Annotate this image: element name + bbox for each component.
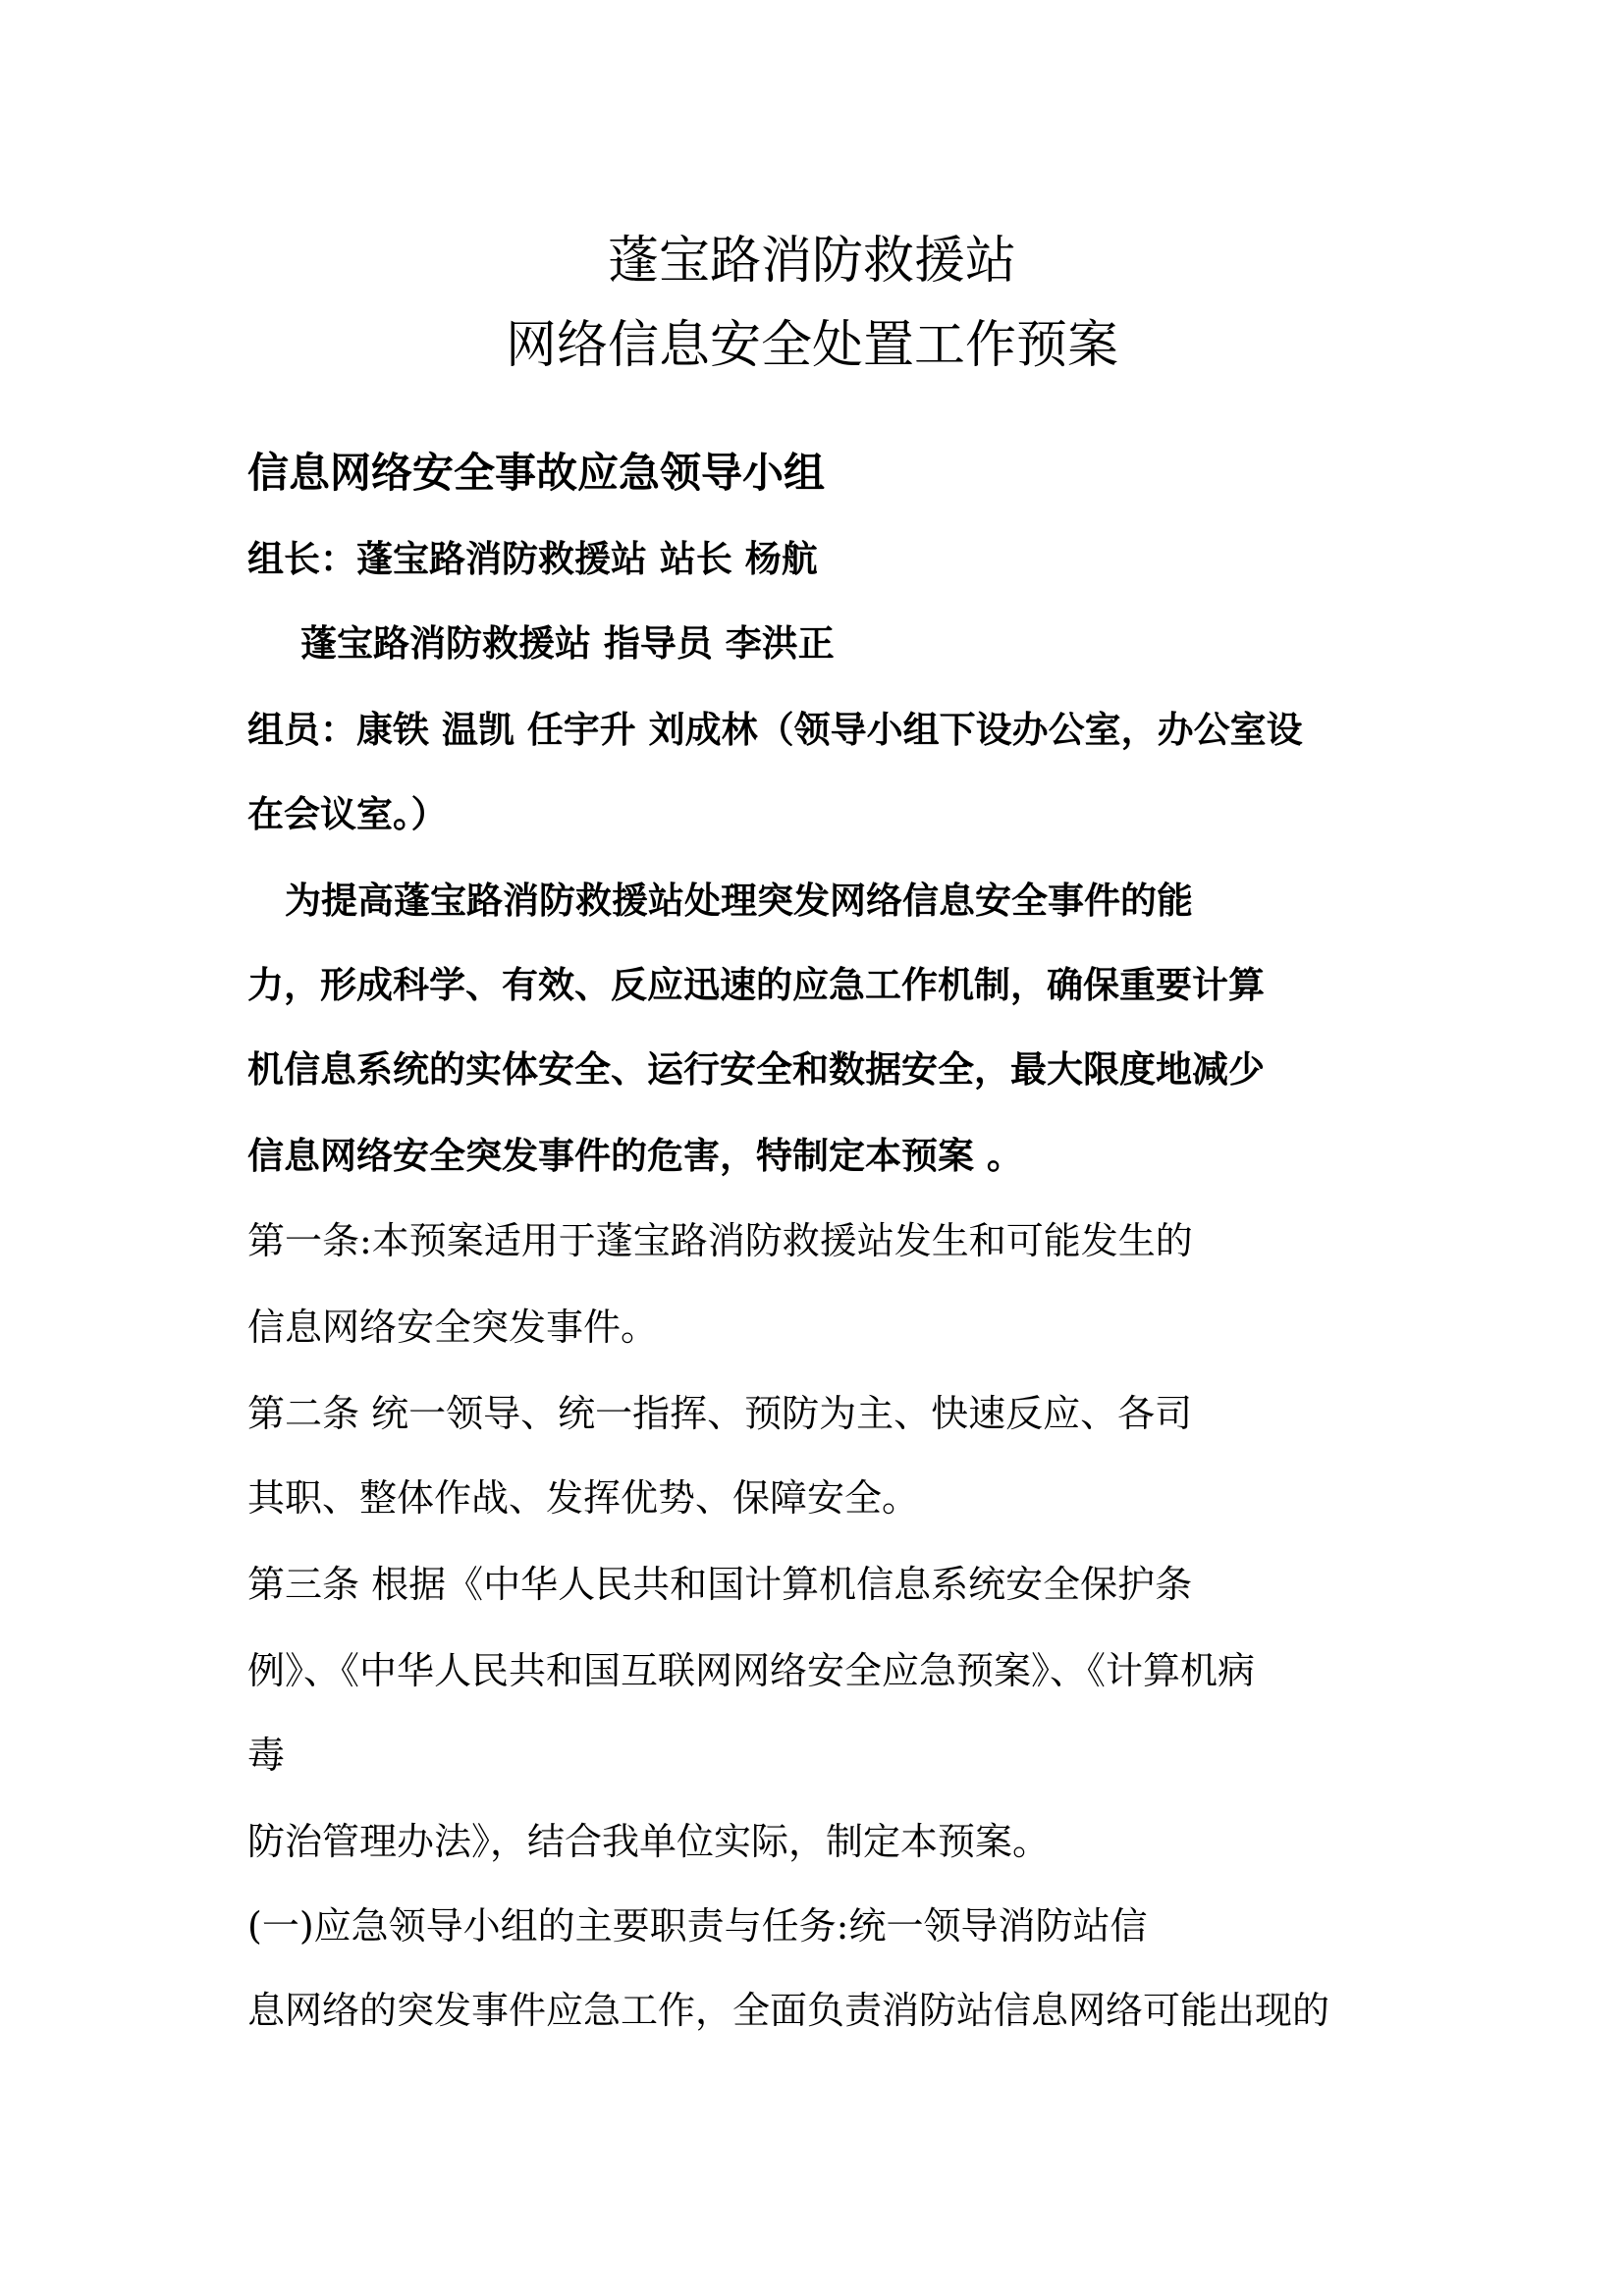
- body-line: 信息网络安全突发事件。: [247, 1306, 659, 1349]
- document-title-line2: 网络信息安全处置工作预案: [505, 316, 1118, 375]
- section-heading: 信息网络安全事故应急领导小组: [247, 449, 826, 497]
- body-line: 第三条 根据《中华人民共和国计算机信息系统安全保护条: [247, 1563, 1193, 1606]
- body-line: 第二条 统一领导、统一指挥、预防为主、快速反应、各司: [247, 1392, 1193, 1435]
- intro-line: 信息网络安全突发事件的危害，特制定本预案 。: [247, 1135, 1023, 1177]
- body-line: 第一条:本预案适用于蓬宝路消防救援站发生和可能发生的: [247, 1219, 1193, 1262]
- body-line: 例》、《中华人民共和国互联网网络安全应急预案》、《计算机病: [247, 1649, 1256, 1692]
- body-line: (一)应急领导小组的主要职责与任务:统一领导消防站信: [247, 1904, 1148, 1948]
- group-members-line-2: 在会议室。）: [247, 793, 448, 835]
- intro-line: 为提高蓬宝路消防救援站处理突发网络信息安全事件的能: [285, 880, 1193, 922]
- group-leader-line-2: 蓬宝路消防救援站 指导员 李洪正: [300, 622, 835, 665]
- group-leader-line: 组长：蓬宝路消防救援站 站长 杨航: [247, 538, 818, 580]
- intro-line: 力，形成科学、有效、反应迅速的应急工作机制，确保重要计算: [247, 964, 1265, 1006]
- intro-line: 机信息系统的实体安全、运行安全和数据安全，最大限度地减少: [247, 1048, 1265, 1091]
- body-line: 防治管理办法》，结合我单位实际，制定本预案。: [247, 1820, 1051, 1863]
- group-members-line-1: 组员：康铁 温凯 任宇升 刘成林（领导小组下设办公室，办公室设: [247, 709, 1303, 751]
- body-line: 息网络的突发事件应急工作，全面负责消防站信息网络可能出现的: [247, 1989, 1330, 2032]
- body-line: 其职、整体作战、发挥优势、保障安全。: [247, 1476, 920, 1520]
- document-title-line1: 蓬宝路消防救援站: [607, 232, 1016, 291]
- body-line: 毒: [247, 1734, 286, 1777]
